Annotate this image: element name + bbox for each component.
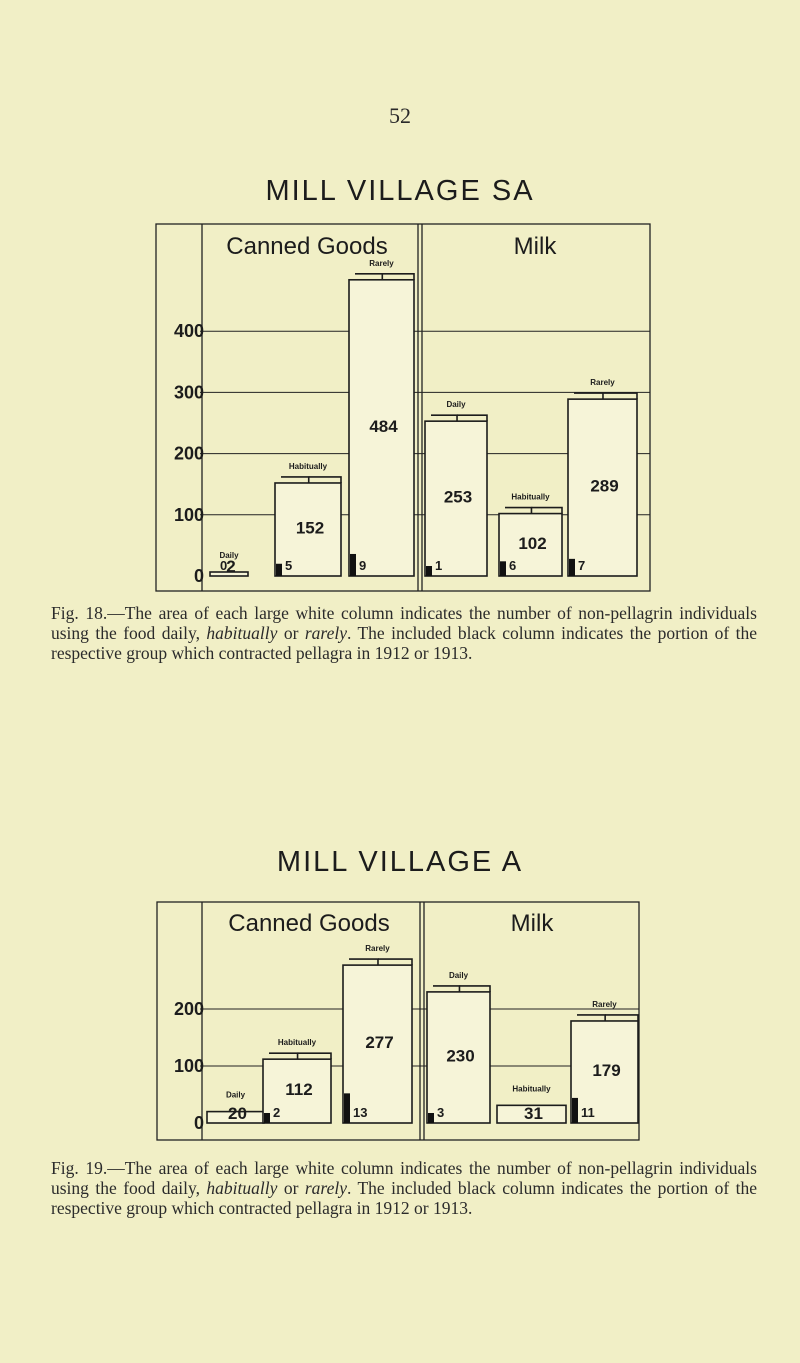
pellagra-label-milk-daily: 3	[437, 1105, 445, 1120]
bar-tab-canned-goods-habitually	[281, 477, 309, 483]
value-label-canned-goods-daily: 20	[228, 1104, 247, 1123]
caption-fig-18	[51, 603, 757, 663]
pellagra-label-milk-rarely: 11	[581, 1105, 595, 1120]
chart-title-a: MILL VILLAGE A	[276, 846, 524, 878]
caption-or: or	[277, 623, 305, 643]
category-label-milk-daily: Daily	[448, 970, 469, 980]
page-number: 52	[389, 103, 411, 128]
category-label-milk-habitually: Habitually	[511, 492, 550, 502]
pellagra-label-canned-goods-habitually: 2	[273, 1105, 281, 1120]
caption-text: —The area of each large white column indicates the number of non-pellagrin individuals using the food daily,	[51, 1158, 757, 1198]
category-label-canned-goods-rarely: Rarely	[369, 258, 394, 268]
caption-rarely: rarely	[304, 1178, 347, 1198]
pellagra-bar-milk-rarely	[569, 559, 575, 576]
pellagra-label-canned-goods-rarely: 9	[359, 558, 367, 573]
category-label-canned-goods-habitually: Habitually	[277, 1038, 317, 1048]
caption-rarely: rarely	[304, 623, 347, 643]
category-label-milk-rarely: Rarely	[592, 999, 617, 1009]
category-label-canned-goods-habitually: Habitually	[288, 461, 328, 471]
category-label-canned-goods-rarely: Rarely	[365, 944, 390, 954]
bar-tab-right-canned-goods-rarely	[382, 274, 414, 280]
panel-title-canned-goods: Canned Goods	[228, 910, 390, 937]
y-tick-label-100: 100	[173, 504, 204, 525]
pellagra-label-milk-habitually: 6	[509, 558, 517, 573]
value-label-milk-habitually: 31	[524, 1104, 543, 1123]
category-label-milk-habitually: Habitually	[512, 1084, 551, 1094]
caption-text-end: . The included black column indicates the portion of the respective group which contracted pellagra in 1912 or 1913.	[51, 1178, 758, 1218]
caption-or: or	[277, 1178, 305, 1198]
value-label-milk-rarely: 179	[592, 1060, 621, 1080]
caption-text: —The area of each large white column indicates the number of non-pellagrin individuals using the food daily,	[51, 603, 757, 643]
bar-tab-canned-goods-habitually	[269, 1053, 298, 1059]
value-label-canned-goods-habitually: 152	[295, 518, 325, 538]
bar-tab-milk-rarely	[574, 393, 603, 399]
y-tick-label-0: 0	[193, 566, 204, 586]
bar-tab-right-milk-rarely	[605, 1015, 638, 1021]
bar-tab-right-canned-goods-habitually	[298, 1053, 331, 1059]
value-label-canned-goods-rarely: 277	[365, 1033, 394, 1053]
bar-tab-right-milk-daily	[457, 415, 487, 421]
category-label-milk-daily: Daily	[446, 400, 466, 410]
caption-text-end: . The included black column indicates the portion of the respective group which contracted pellagra in 1912 or 1913.	[51, 623, 758, 663]
pellagra-bar-milk-daily	[426, 566, 432, 576]
pellagra-bar-canned-goods-habitually	[264, 1113, 270, 1123]
y-tick-label-400: 400	[173, 321, 204, 342]
chart-mill-village-sa	[0, 0, 800, 600]
pellagra-bar-milk-rarely	[572, 1098, 578, 1123]
category-label-canned-goods-daily: Daily	[225, 1090, 246, 1100]
y-tick-label-200: 200	[173, 999, 204, 1019]
bar-tab-right-milk-rarely	[603, 393, 637, 399]
bar-tab-right-milk-daily	[459, 986, 490, 992]
caption-fig-label: Fig. 19.	[51, 1158, 108, 1178]
category-label-canned-goods-daily: Daily	[219, 551, 239, 560]
pellagra-bar-canned-goods-rarely	[350, 554, 356, 576]
value-label-canned-goods-daily: 2	[226, 557, 236, 576]
pellagra-label-canned-goods-daily: 0	[220, 558, 228, 573]
category-label-milk-rarely: Rarely	[590, 378, 615, 388]
bar-tab-canned-goods-rarely	[355, 274, 382, 280]
panel-title-canned-goods: Canned Goods	[226, 233, 388, 260]
bar-tab-right-canned-goods-rarely	[378, 959, 412, 965]
value-label-canned-goods-habitually: 112	[285, 1080, 313, 1100]
pellagra-label-milk-rarely: 7	[578, 558, 586, 573]
bar-tab-right-milk-habitually	[531, 508, 562, 514]
panel-title-milk: Milk	[513, 233, 557, 260]
chart-title-sa: MILL VILLAGE SA	[265, 175, 535, 207]
bar-tab-milk-rarely	[577, 1015, 605, 1021]
bar-tab-milk-daily	[431, 415, 457, 421]
bar-tab-right-canned-goods-habitually	[309, 477, 341, 483]
value-label-canned-goods-rarely: 484	[369, 416, 398, 436]
value-label-milk-rarely: 289	[590, 476, 619, 496]
bar-tab-milk-daily	[433, 986, 459, 992]
pellagra-label-milk-daily: 1	[435, 558, 443, 573]
pellagra-bar-canned-goods-habitually	[276, 564, 282, 576]
caption-habitually: habitually	[206, 623, 278, 643]
y-tick-label-100: 100	[173, 1056, 204, 1076]
y-tick-label-300: 300	[173, 382, 204, 403]
panel-title-milk: Milk	[510, 910, 554, 937]
pellagra-label-canned-goods-rarely: 13	[353, 1105, 368, 1120]
bar-tab-canned-goods-rarely	[349, 959, 378, 965]
pellagra-bar-milk-daily	[428, 1113, 434, 1123]
pellagra-bar-canned-goods-rarely	[344, 1093, 350, 1123]
chart-mill-village-a	[0, 860, 800, 1150]
bar-tab-milk-habitually	[505, 508, 531, 514]
y-tick-label-200: 200	[173, 443, 204, 464]
caption-habitually: habitually	[206, 1178, 278, 1198]
pellagra-bar-milk-habitually	[500, 561, 506, 576]
pellagra-label-canned-goods-habitually: 5	[285, 558, 293, 573]
value-label-milk-daily: 253	[443, 487, 473, 507]
y-tick-label-0: 0	[193, 1113, 204, 1133]
caption-fig-label: Fig. 18.	[51, 603, 108, 623]
value-label-milk-habitually: 102	[518, 533, 547, 553]
value-label-milk-daily: 230	[446, 1046, 475, 1066]
caption-fig-19	[51, 1158, 757, 1218]
